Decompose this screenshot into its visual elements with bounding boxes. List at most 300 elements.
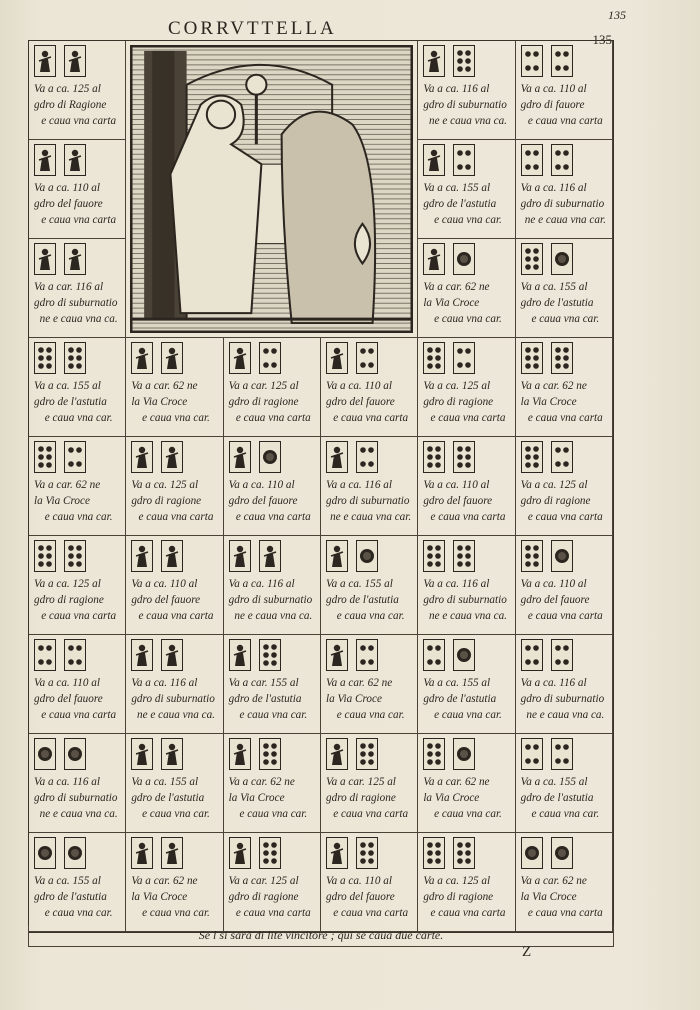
playing-card-icon <box>356 837 378 869</box>
board-square <box>29 833 126 932</box>
board-square <box>418 239 515 338</box>
instruction-line: gdro di Ragione <box>34 99 107 111</box>
playing-card-icon <box>64 243 86 275</box>
square-instruction <box>131 378 220 426</box>
board-square <box>126 338 223 437</box>
square-instruction <box>34 279 123 327</box>
playing-card-icon <box>521 441 543 473</box>
instruction-line: la Via Croce <box>423 792 480 804</box>
instruction-line: e caua vna carta <box>527 115 603 127</box>
playing-card-icon <box>521 738 543 770</box>
playing-card-icon <box>34 540 56 572</box>
instruction-line: e caua vna carta <box>41 610 117 622</box>
playing-card-icon <box>423 144 445 176</box>
instruction-line: e caua vna car. <box>336 610 405 622</box>
board-square <box>126 833 223 932</box>
board-square <box>224 437 321 536</box>
instruction-line: Va a car. 62 ne <box>520 380 587 392</box>
playing-card-icon <box>423 441 445 473</box>
instruction-line: ne e caua vna ca. <box>526 709 605 721</box>
playing-card-icon <box>521 45 543 77</box>
instruction-line: la Via Croce <box>228 792 285 804</box>
instruction-line: e caua vna car. <box>531 313 600 325</box>
instruction-line: Va a ca. 155 al <box>520 281 588 293</box>
square-instruction <box>423 774 512 822</box>
board-square <box>29 536 126 635</box>
board-square <box>418 536 515 635</box>
square-instruction <box>521 774 610 822</box>
square-instruction <box>326 378 415 426</box>
square-instruction <box>423 180 512 228</box>
playing-card-icon <box>423 837 445 869</box>
instruction-line: Va a ca. 155 al <box>34 875 101 887</box>
card-pair <box>229 540 318 572</box>
playing-card-icon <box>551 144 573 176</box>
instruction-line: Va a ca. 116 al <box>520 677 587 689</box>
card-pair <box>229 837 318 869</box>
card-pair <box>423 243 512 275</box>
instruction-line: Va a ca. 155 al <box>131 776 199 788</box>
instruction-line: e caua vna car. <box>434 808 502 820</box>
playing-card-icon <box>551 441 573 473</box>
instruction-line: Va a ca. 125 al <box>423 380 491 392</box>
playing-card-icon <box>356 639 378 671</box>
game-board-grid <box>28 40 614 933</box>
playing-card-icon <box>423 342 445 374</box>
square-instruction <box>34 873 123 921</box>
instruction-line: Va a car. 116 al <box>34 281 104 293</box>
board-square <box>126 437 223 536</box>
playing-card-icon <box>229 738 251 770</box>
square-instruction <box>34 81 123 129</box>
playing-card-icon <box>326 738 348 770</box>
playing-card-icon <box>259 639 281 671</box>
card-pair <box>229 342 318 374</box>
instruction-line: ne e caua vna ca. <box>234 610 313 622</box>
board-square <box>224 833 321 932</box>
card-pair <box>521 243 610 275</box>
card-pair <box>326 342 415 374</box>
instruction-line: e caua vna carta <box>527 907 603 919</box>
board-square <box>224 734 321 833</box>
instruction-line: gdro di suburnatio <box>326 495 410 507</box>
instruction-line: Va a ca. 155 al <box>34 380 101 392</box>
playing-card-icon <box>326 441 348 473</box>
playing-card-icon <box>34 45 56 77</box>
instruction-line: ne e caua vna ca. <box>137 709 215 721</box>
instruction-line: e caua vna carta <box>235 412 311 424</box>
instruction-line: ne e caua vna car. <box>330 511 412 523</box>
card-pair <box>423 144 512 176</box>
playing-card-icon <box>131 441 153 473</box>
card-pair <box>34 639 123 671</box>
square-instruction <box>229 477 318 525</box>
card-pair <box>131 837 220 869</box>
instruction-line: e caua vna carta <box>41 115 117 127</box>
playing-card-icon <box>229 342 251 374</box>
playing-card-icon <box>161 639 183 671</box>
playing-card-icon <box>423 738 445 770</box>
board-square <box>321 635 418 734</box>
playing-card-icon <box>356 738 378 770</box>
playing-card-icon <box>131 837 153 869</box>
playing-card-icon <box>64 441 86 473</box>
instruction-line: gdro de l'astutia <box>228 693 302 705</box>
playing-card-icon <box>259 738 281 770</box>
board-square <box>516 833 613 932</box>
playing-card-icon <box>453 639 475 671</box>
instruction-line: Va a ca. 125 al <box>34 83 101 95</box>
instruction-line: la Via Croce <box>326 693 382 705</box>
instruction-line: Va a car. 62 ne <box>131 875 198 887</box>
square-instruction <box>326 477 415 525</box>
playing-card-icon <box>259 441 281 473</box>
instruction-line: Va a ca. 125 al <box>423 875 491 887</box>
board-square <box>418 437 515 536</box>
board-square <box>224 338 321 437</box>
square-instruction <box>131 873 220 921</box>
instruction-line: gdro de l'astutia <box>326 594 399 606</box>
playing-card-icon <box>356 342 378 374</box>
instruction-line: ne e caua vna ca. <box>429 610 507 622</box>
card-pair <box>34 342 123 374</box>
instruction-line: Va a car. 155 al <box>228 677 299 689</box>
board-square <box>321 437 418 536</box>
instruction-line: Va a ca. 155 al <box>520 776 588 788</box>
card-pair <box>34 738 123 770</box>
square-instruction <box>131 477 220 525</box>
instruction-line: la Via Croce <box>34 495 90 507</box>
instruction-line: e caua vna carta <box>527 610 603 622</box>
square-instruction <box>229 378 318 426</box>
playing-card-icon <box>34 144 56 176</box>
instruction-line: e caua vna carta <box>527 511 603 523</box>
square-instruction <box>326 873 415 921</box>
square-instruction <box>229 873 318 921</box>
instruction-line: gdro de l'astutia <box>131 792 205 804</box>
card-pair <box>521 45 610 77</box>
playing-card-icon <box>551 738 573 770</box>
instruction-line: gdro di ragione <box>326 792 396 804</box>
instruction-line: e caua vna carta <box>333 808 409 820</box>
square-instruction <box>326 576 415 624</box>
instruction-line: Va a ca. 116 al <box>131 677 198 689</box>
card-pair <box>423 837 512 869</box>
instruction-line: la Via Croce <box>131 891 188 903</box>
square-instruction <box>423 279 512 327</box>
square-instruction <box>34 576 123 624</box>
board-square <box>29 734 126 833</box>
playing-card-icon <box>453 540 475 572</box>
board-square <box>224 635 321 734</box>
instruction-line: Va a ca. 110 al <box>423 479 490 491</box>
playing-card-icon <box>161 837 183 869</box>
board-square <box>126 536 223 635</box>
instruction-line: ne e caua vna ca. <box>39 808 118 820</box>
playing-card-icon <box>423 540 445 572</box>
card-pair <box>521 540 610 572</box>
instruction-line: Va a ca. 110 al <box>228 479 295 491</box>
board-square <box>516 536 613 635</box>
instruction-line: Va a car. 62 ne <box>423 281 490 293</box>
instruction-line: gdro di suburnatio <box>34 297 118 309</box>
instruction-line: gdro de l'astutia <box>34 891 107 903</box>
instruction-line: Va a ca. 110 al <box>520 578 587 590</box>
playing-card-icon <box>453 45 475 77</box>
instruction-line: e caua vna carta <box>235 907 311 919</box>
instruction-line: la Via Croce <box>131 396 188 408</box>
instruction-line: Va a ca. 116 al <box>423 83 490 95</box>
card-pair <box>229 738 318 770</box>
instruction-line: e caua vna carta <box>333 412 409 424</box>
instruction-line: gdro del fauore <box>131 594 201 606</box>
square-instruction <box>326 675 415 723</box>
board-square <box>418 833 515 932</box>
instruction-line: e caua vna car. <box>434 313 502 325</box>
instruction-line: gdro de l'astutia <box>423 198 497 210</box>
card-pair <box>229 441 318 473</box>
instruction-line: e caua vna carta <box>41 214 117 226</box>
instruction-line: Va a car. 62 ne <box>423 776 490 788</box>
card-pair <box>326 639 415 671</box>
instruction-line: gdro di suburnatio <box>34 792 118 804</box>
playing-card-icon <box>551 243 573 275</box>
instruction-line: gdro di suburnatio <box>131 693 215 705</box>
card-pair <box>521 738 610 770</box>
playing-card-icon <box>423 243 445 275</box>
instruction-line: Va a ca. 125 al <box>520 479 588 491</box>
card-pair <box>423 540 512 572</box>
instruction-line: e caua vna carta <box>430 511 506 523</box>
playing-card-icon <box>34 639 56 671</box>
card-pair <box>131 639 220 671</box>
card-pair <box>326 540 415 572</box>
card-pair <box>326 441 415 473</box>
board-square <box>29 437 126 536</box>
instruction-line: Va a ca. 110 al <box>34 182 100 194</box>
card-pair <box>131 441 220 473</box>
instruction-line: Va a car. 125 al <box>228 875 299 887</box>
board-square <box>29 41 126 140</box>
board-square <box>29 635 126 734</box>
square-instruction <box>423 873 512 921</box>
playing-card-icon <box>551 639 573 671</box>
instruction-line: Va a car. 62 ne <box>34 479 101 491</box>
playing-card-icon <box>521 144 543 176</box>
instruction-line: gdro di fauore <box>520 99 585 111</box>
instruction-line: e caua vna car. <box>239 709 308 721</box>
playing-card-icon <box>259 540 281 572</box>
playing-card-icon <box>453 738 475 770</box>
instruction-line: Va a ca. 116 al <box>34 776 100 788</box>
square-instruction <box>423 477 512 525</box>
card-pair <box>423 441 512 473</box>
instruction-line: Va a car. 62 ne <box>326 677 393 689</box>
playing-card-icon <box>453 144 475 176</box>
playing-card-icon <box>131 738 153 770</box>
square-instruction <box>521 81 610 129</box>
instruction-line: gdro de l'astutia <box>520 792 594 804</box>
instruction-line: gdro di ragione <box>423 891 494 903</box>
instruction-line: ne e caua vna car. <box>524 214 606 226</box>
card-pair <box>326 738 415 770</box>
playing-card-icon <box>131 639 153 671</box>
card-pair <box>423 738 512 770</box>
playing-card-icon <box>551 342 573 374</box>
page-heading: CORRVTTELLA <box>168 18 337 39</box>
instruction-line: e caua vna car. <box>142 412 210 424</box>
board-square <box>516 338 613 437</box>
board-square <box>516 437 613 536</box>
playing-card-icon <box>453 441 475 473</box>
instruction-line: gdro de l'astutia <box>34 396 107 408</box>
card-pair <box>131 738 220 770</box>
instruction-line: gdro del fauore <box>228 495 298 507</box>
instruction-line: gdro di suburnatio <box>423 99 507 111</box>
instruction-line: Va a car. 125 al <box>326 776 396 788</box>
playing-card-icon <box>551 837 573 869</box>
board-square <box>418 635 515 734</box>
instruction-line: gdro de l'astutia <box>423 693 497 705</box>
instruction-line: Va a ca. 110 al <box>326 875 392 887</box>
playing-card-icon <box>551 540 573 572</box>
instruction-line: gdro del fauore <box>326 891 395 903</box>
card-pair <box>229 639 318 671</box>
playing-card-icon <box>229 540 251 572</box>
instruction-line: e caua vna car. <box>434 709 502 721</box>
instruction-line: e caua vna car. <box>44 511 113 523</box>
playing-card-icon <box>64 45 86 77</box>
playing-card-icon <box>161 342 183 374</box>
instruction-line: e caua vna carta <box>527 412 603 424</box>
instruction-line: e caua vna carta <box>41 709 117 721</box>
instruction-line: la Via Croce <box>423 297 480 309</box>
playing-card-icon <box>64 342 86 374</box>
square-instruction <box>521 675 610 723</box>
square-instruction <box>229 774 318 822</box>
board-square <box>516 635 613 734</box>
playing-card-icon <box>64 738 86 770</box>
playing-card-icon <box>453 342 475 374</box>
instruction-line: Va a ca. 116 al <box>228 578 295 590</box>
instruction-line: la Via Croce <box>520 396 577 408</box>
instruction-line: Va a car. 125 al <box>228 380 299 392</box>
square-instruction <box>521 279 610 327</box>
instruction-line: gdro del fauore <box>520 594 590 606</box>
playing-card-icon <box>229 639 251 671</box>
card-pair <box>34 144 123 176</box>
instruction-line: Va a ca. 125 al <box>131 479 199 491</box>
square-instruction <box>326 774 415 822</box>
playing-card-icon <box>356 540 378 572</box>
playing-card-icon <box>326 540 348 572</box>
instruction-line: gdro de l'astutia <box>520 297 594 309</box>
instruction-line: Va a ca. 116 al <box>326 479 392 491</box>
instruction-line: gdro di suburnatio <box>423 594 507 606</box>
board-square <box>321 734 418 833</box>
square-instruction <box>521 477 610 525</box>
playing-card-icon <box>131 342 153 374</box>
instruction-line: Va a ca. 155 al <box>326 578 393 590</box>
square-instruction <box>521 873 610 921</box>
square-instruction <box>521 180 610 228</box>
instruction-line: gdro di ragione <box>520 495 591 507</box>
signature-mark: Z <box>522 944 532 960</box>
playing-card-icon <box>521 639 543 671</box>
card-pair <box>131 342 220 374</box>
instruction-line: e caua vna car. <box>142 808 210 820</box>
card-pair <box>34 837 123 869</box>
instruction-line: e caua vna car. <box>239 808 308 820</box>
instruction-line: Va a car. 62 ne <box>520 875 587 887</box>
instruction-line: ne e caua vna ca. <box>39 313 118 325</box>
board-square <box>126 734 223 833</box>
card-pair <box>326 837 415 869</box>
instruction-line: gdro di suburnatio <box>520 693 605 705</box>
playing-card-icon <box>161 441 183 473</box>
page-number-top: 135 <box>608 8 626 22</box>
playing-card-icon <box>34 837 56 869</box>
instruction-line: e caua vna car. <box>44 412 113 424</box>
square-instruction <box>521 378 610 426</box>
playing-card-icon <box>423 639 445 671</box>
playing-card-icon <box>64 540 86 572</box>
board-square <box>516 41 613 140</box>
instruction-line: Va a ca. 155 al <box>423 677 491 689</box>
playing-card-icon <box>521 540 543 572</box>
board-square <box>516 140 613 239</box>
square-instruction <box>423 81 512 129</box>
card-pair <box>521 144 610 176</box>
instruction-line: e caua vna car. <box>44 907 113 919</box>
square-instruction <box>521 576 610 624</box>
instruction-line: gdro del fauore <box>34 693 103 705</box>
instruction-line: gdro del fauore <box>326 396 395 408</box>
board-square <box>29 338 126 437</box>
board-square <box>516 734 613 833</box>
square-instruction <box>34 675 123 723</box>
playing-card-icon <box>551 45 573 77</box>
woodcut-illustration-icon <box>126 41 418 338</box>
square-instruction <box>131 774 220 822</box>
board-square <box>516 239 613 338</box>
board-square <box>29 140 126 239</box>
instruction-line: Va a ca. 116 al <box>520 182 587 194</box>
card-pair <box>131 540 220 572</box>
board-square <box>418 338 515 437</box>
square-instruction <box>423 675 512 723</box>
card-pair <box>34 441 123 473</box>
instruction-line: gdro del fauore <box>423 495 493 507</box>
square-instruction <box>423 378 512 426</box>
instruction-line: gdro di suburnatio <box>520 198 605 210</box>
square-instruction <box>34 180 123 228</box>
instruction-line: gdro di ragione <box>423 396 494 408</box>
card-pair <box>521 639 610 671</box>
instruction-line: gdro del fauore <box>34 198 103 210</box>
square-instruction <box>229 675 318 723</box>
board-square <box>418 734 515 833</box>
board-square <box>126 635 223 734</box>
instruction-line: e caua vna car. <box>531 808 600 820</box>
card-pair <box>521 837 610 869</box>
card-pair <box>423 639 512 671</box>
playing-card-icon <box>161 738 183 770</box>
board-square <box>418 41 515 140</box>
playing-card-icon <box>34 738 56 770</box>
playing-card-icon <box>34 441 56 473</box>
card-pair <box>423 45 512 77</box>
